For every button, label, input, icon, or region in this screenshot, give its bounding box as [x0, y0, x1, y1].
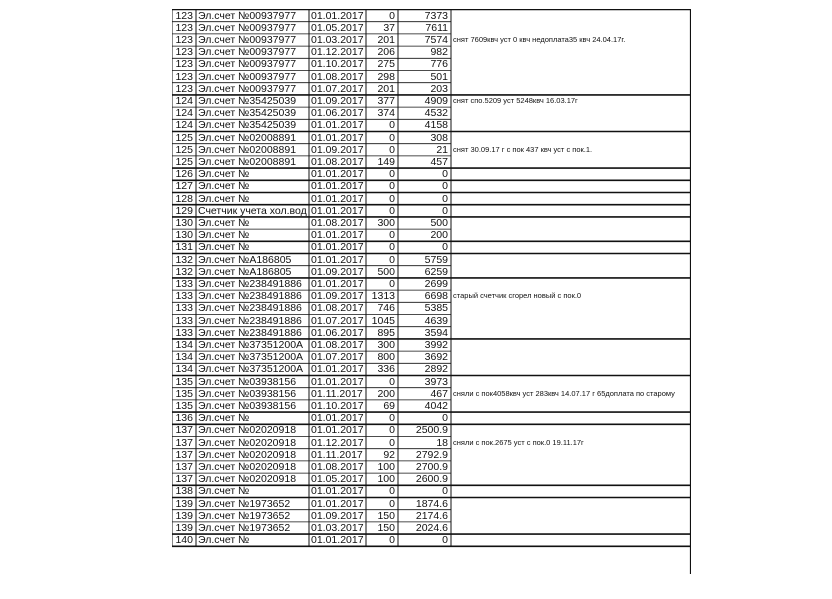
- table-row: [172, 449, 691, 461]
- cell-name: Эл.счет №02008891: [198, 131, 297, 144]
- table-row: [172, 168, 691, 180]
- cell-v2: 3992: [424, 338, 448, 351]
- cell-v1: 0: [389, 412, 395, 425]
- cell-name: Эл.счет №02008891: [198, 143, 297, 156]
- cell-v2: 18: [436, 436, 448, 449]
- cell-v1: 374: [377, 107, 395, 120]
- cell-v1: 92: [383, 448, 395, 461]
- cell-num: 135: [175, 399, 193, 412]
- cell-name: Эл.счет №А186805: [198, 265, 292, 278]
- cell-num: 134: [175, 338, 193, 351]
- cell-v2: 0: [442, 168, 448, 181]
- cell-num: 123: [175, 21, 193, 34]
- cell-num: 123: [175, 58, 193, 71]
- cell-v2: 0: [442, 192, 448, 205]
- cell-note: снят 7609квч уст 0 квч недоплата35 квч 24.04.17г.: [453, 34, 626, 44]
- cell-num: 129: [175, 204, 193, 217]
- cell-v2: 7611: [425, 21, 448, 34]
- cell-date: 01.01.2017: [311, 229, 364, 242]
- cell-v2: 0: [442, 204, 448, 217]
- cell-num: 125: [175, 131, 193, 144]
- cell-num: 133: [175, 314, 193, 327]
- cell-name: Эл.счет №02020918: [198, 448, 297, 461]
- cell-date: 01.01.2017: [311, 497, 364, 510]
- cell-num: 132: [175, 253, 193, 266]
- table-row: [172, 107, 691, 119]
- cell-name: Эл.счет №: [198, 192, 250, 205]
- cell-v1: 0: [389, 253, 395, 266]
- cell-v2: 4639: [424, 314, 448, 327]
- table-row: [172, 95, 691, 107]
- cell-date: 01.09.2017: [311, 509, 364, 522]
- cell-num: 133: [175, 277, 193, 290]
- cell-date: 01.01.2017: [311, 412, 364, 425]
- cell-v1: 149: [377, 155, 395, 168]
- cell-name: Эл.счет №: [198, 180, 250, 193]
- cell-num: 137: [175, 436, 193, 449]
- cell-v2: 308: [430, 131, 448, 144]
- cell-v1: 0: [389, 131, 395, 144]
- cell-num: 131: [175, 241, 193, 254]
- cell-date: 01.01.2017: [311, 485, 364, 498]
- cell-name: Эл.счет №02020918: [198, 424, 297, 437]
- cell-v1: 746: [377, 302, 395, 315]
- cell-num: 137: [175, 460, 193, 473]
- cell-v2: 0: [442, 485, 448, 498]
- cell-date: 01.01.2017: [311, 119, 364, 132]
- cell-date: 01.08.2017: [311, 155, 364, 168]
- cell-name: Эл.счет №00937977: [198, 46, 297, 59]
- table-row: [172, 510, 691, 522]
- cell-num: 124: [175, 94, 193, 107]
- table-row: [172, 193, 691, 205]
- cell-v1: 201: [377, 82, 395, 95]
- cell-v1: 0: [389, 180, 395, 193]
- table-row: [172, 376, 691, 388]
- cell-v2: 6259: [424, 265, 448, 278]
- cell-v1: 0: [389, 277, 395, 290]
- cell-v2: 7373: [424, 9, 448, 22]
- table-row: [172, 290, 691, 302]
- cell-v2: 4532: [424, 107, 448, 120]
- cell-v2: 7574: [424, 33, 448, 46]
- cell-date: 01.12.2017: [311, 436, 364, 449]
- table-row: [172, 83, 691, 95]
- table-row: [172, 473, 691, 485]
- cell-v1: 0: [389, 485, 395, 498]
- cell-date: 01.07.2017: [311, 351, 364, 364]
- table-row: [172, 22, 691, 34]
- cell-v2: 0: [442, 241, 448, 254]
- cell-v1: 69: [383, 399, 395, 412]
- table-row: [172, 180, 691, 192]
- table-row: [172, 400, 691, 412]
- cell-date: 01.08.2017: [311, 216, 364, 229]
- cell-date: 01.03.2017: [311, 521, 364, 534]
- cell-v2: 982: [430, 46, 448, 59]
- cell-date: 01.01.2017: [311, 375, 364, 388]
- cell-v2: 4158: [424, 119, 448, 132]
- cell-name: Эл.счет №238491886: [198, 302, 302, 315]
- cell-num: 134: [175, 363, 193, 376]
- cell-date: 01.01.2017: [311, 131, 364, 144]
- cell-v2: 500: [430, 216, 448, 229]
- cell-name: Эл.счет №1973652: [198, 521, 291, 534]
- cell-name: Эл.счет №02020918: [198, 473, 297, 486]
- cell-date: 01.01.2017: [311, 534, 364, 547]
- cell-v1: 336: [377, 363, 395, 376]
- cell-note: сняли с пок.2675 уст с пок.0 19.11.17г: [453, 437, 584, 447]
- cell-date: 01.05.2017: [311, 473, 364, 486]
- cell-num: 128: [175, 192, 193, 205]
- cell-num: 139: [175, 509, 193, 522]
- cell-v2: 5385: [424, 302, 448, 315]
- cell-v1: 200: [377, 387, 395, 400]
- cell-name: Эл.счет №238491886: [198, 277, 302, 290]
- cell-num: 138: [175, 485, 193, 498]
- cell-date: 01.06.2017: [311, 107, 364, 120]
- cell-date: 01.01.2017: [311, 168, 364, 181]
- table-row: [172, 217, 691, 229]
- cell-v1: 201: [377, 33, 395, 46]
- cell-name: Эл.счет №: [198, 534, 250, 547]
- cell-v1: 0: [389, 241, 395, 254]
- cell-num: 135: [175, 375, 193, 388]
- cell-name: Эл.счет №: [198, 241, 250, 254]
- cell-v1: 0: [389, 424, 395, 437]
- table-row: [172, 144, 691, 156]
- cell-date: 01.06.2017: [311, 326, 364, 339]
- cell-v2: 2600.9: [415, 473, 448, 486]
- cell-num: 130: [175, 216, 193, 229]
- cell-num: 132: [175, 265, 193, 278]
- cell-date: 01.01.2017: [311, 253, 364, 266]
- cell-v1: 500: [377, 265, 395, 278]
- table-row: [172, 241, 691, 253]
- cell-num: 140: [175, 534, 193, 547]
- table-row: [172, 388, 691, 400]
- table-row: [172, 315, 691, 327]
- cell-note: сняли с пок4058квч уст 283квч 14.07.17 г 65доплата по старому: [453, 388, 675, 398]
- cell-v1: 377: [377, 94, 395, 107]
- cell-date: 01.09.2017: [311, 290, 364, 303]
- table-row: [172, 119, 691, 131]
- cell-name: Эл.счет №1973652: [198, 497, 291, 510]
- cell-date: 01.07.2017: [311, 82, 364, 95]
- cell-date: 01.12.2017: [311, 46, 364, 59]
- cell-num: 125: [175, 155, 193, 168]
- cell-v2: 2892: [424, 363, 448, 376]
- cell-note: снят 30.09.17 г с пок 437 квч уст с пок.1.: [453, 144, 593, 154]
- cell-num: 126: [175, 168, 193, 181]
- cell-date: 01.10.2017: [311, 58, 364, 71]
- table-row: [172, 412, 691, 424]
- table-row: [172, 10, 691, 22]
- cell-name: Эл.счет №238491886: [198, 326, 302, 339]
- cell-num: 133: [175, 290, 193, 303]
- table-row: [172, 156, 691, 168]
- table-row: [172, 461, 691, 473]
- cell-v2: 2500.9: [415, 424, 448, 437]
- cell-date: 01.08.2017: [311, 302, 364, 315]
- cell-note: старый счетчик сгорел новый с пок.0: [453, 291, 582, 301]
- cell-v1: 0: [389, 229, 395, 242]
- cell-v1: 0: [389, 534, 395, 547]
- cell-name: Эл.счет №238491886: [198, 314, 302, 327]
- cell-v1: 150: [377, 521, 395, 534]
- cell-v1: 0: [389, 375, 395, 388]
- cell-date: 01.01.2017: [311, 9, 364, 22]
- cell-name: Эл.счет №03938156: [198, 375, 297, 388]
- cell-date: 01.08.2017: [311, 70, 364, 83]
- cell-name: Эл.счет №А186805: [198, 253, 292, 266]
- cell-name: Счетчик учета хол.вод: [198, 204, 307, 217]
- cell-name: Эл.счет №37351200А: [198, 338, 304, 351]
- cell-v1: 100: [377, 460, 395, 473]
- cell-date: 01.09.2017: [311, 265, 364, 278]
- table-row: [172, 34, 691, 46]
- table-row: [172, 71, 691, 83]
- cell-date: 01.07.2017: [311, 314, 364, 327]
- cell-date: 01.11.2017: [311, 448, 363, 461]
- cell-v1: 0: [389, 143, 395, 156]
- table-row: [172, 266, 691, 278]
- cell-v2: 4909: [424, 94, 448, 107]
- cell-name: Эл.счет №02008891: [198, 155, 297, 168]
- cell-date: 01.05.2017: [311, 21, 364, 34]
- cell-v2: 2174.6: [415, 509, 448, 522]
- cell-date: 01.01.2017: [311, 180, 364, 193]
- cell-date: 01.01.2017: [311, 192, 364, 205]
- cell-num: 123: [175, 33, 193, 46]
- cell-v1: 0: [389, 119, 395, 132]
- cell-date: 01.11.2017: [311, 387, 363, 400]
- cell-v2: 2792.9: [415, 448, 448, 461]
- cell-name: Эл.счет №00937977: [198, 70, 297, 83]
- cell-num: 124: [175, 119, 193, 132]
- table-row: [172, 254, 691, 266]
- cell-v2: 0: [442, 180, 448, 193]
- cell-date: 01.09.2017: [311, 143, 364, 156]
- table-row: [172, 351, 691, 363]
- cell-name: Эл.счет №: [198, 485, 250, 498]
- cell-v2: 467: [430, 387, 448, 400]
- cell-v1: 100: [377, 473, 395, 486]
- cell-num: 137: [175, 448, 193, 461]
- cell-v2: 3973: [424, 375, 448, 388]
- cell-v2: 1874.6: [415, 497, 448, 510]
- table-row: [172, 339, 691, 351]
- cell-num: 136: [175, 412, 193, 425]
- cell-name: Эл.счет №: [198, 229, 250, 242]
- cell-date: 01.09.2017: [311, 94, 364, 107]
- cell-v1: 300: [377, 216, 395, 229]
- cell-num: 139: [175, 497, 193, 510]
- cell-name: Эл.счет №00937977: [198, 58, 297, 71]
- cell-num: 134: [175, 351, 193, 364]
- cell-num: 123: [175, 70, 193, 83]
- cell-num: 135: [175, 387, 193, 400]
- cell-v1: 298: [377, 70, 395, 83]
- cell-name: Эл.счет №1973652: [198, 509, 291, 522]
- cell-date: 01.01.2017: [311, 204, 364, 217]
- cell-v1: 0: [389, 9, 395, 22]
- table-row: [172, 132, 691, 144]
- cell-v2: 776: [430, 58, 448, 71]
- cell-name: Эл.счет №00937977: [198, 33, 297, 46]
- table-row: [172, 424, 691, 436]
- table-row: [172, 205, 691, 217]
- cell-v2: 2024.6: [415, 521, 448, 534]
- cell-date: 01.03.2017: [311, 33, 364, 46]
- cell-v2: 3692: [424, 351, 448, 364]
- table-row: [172, 46, 691, 58]
- cell-v1: 37: [383, 21, 395, 34]
- cell-name: Эл.счет №02020918: [198, 460, 297, 473]
- cell-num: 125: [175, 143, 193, 156]
- cell-v1: 800: [377, 351, 395, 364]
- cell-date: 01.01.2017: [311, 241, 364, 254]
- table-row: [172, 522, 691, 534]
- cell-v2: 2699: [424, 277, 448, 290]
- cell-v1: 0: [389, 204, 395, 217]
- cell-name: Эл.счет №35425039: [198, 107, 297, 120]
- cell-v2: 200: [430, 229, 448, 242]
- table-row: [172, 437, 691, 449]
- cell-note: снят спо.5209 уст 5248квч 16.03.17г: [453, 95, 578, 105]
- cell-num: 130: [175, 229, 193, 242]
- cell-name: Эл.счет №37351200А: [198, 363, 304, 376]
- cell-name: Эл.счет №: [198, 412, 250, 425]
- cell-v2: 203: [430, 82, 448, 95]
- cell-v1: 1313: [371, 290, 395, 303]
- cell-num: 127: [175, 180, 193, 193]
- cell-num: 137: [175, 473, 193, 486]
- cell-name: Эл.счет №00937977: [198, 21, 297, 34]
- cell-name: Эл.счет №37351200А: [198, 351, 304, 364]
- cell-v2: 5759: [424, 253, 448, 266]
- cell-v2: 0: [442, 534, 448, 547]
- cell-v1: 895: [377, 326, 395, 339]
- cell-date: 01.10.2017: [311, 399, 364, 412]
- cell-date: 01.01.2017: [311, 363, 364, 376]
- cell-date: 01.08.2017: [311, 338, 364, 351]
- cell-v2: 4042: [424, 399, 448, 412]
- table-row: [172, 229, 691, 241]
- cell-name: Эл.счет №02020918: [198, 436, 297, 449]
- cell-v1: 0: [389, 192, 395, 205]
- cell-date: 01.01.2017: [311, 424, 364, 437]
- cell-name: Эл.счет №: [198, 216, 250, 229]
- cell-date: 01.01.2017: [311, 277, 364, 290]
- cell-v1: 150: [377, 509, 395, 522]
- cell-num: 139: [175, 521, 193, 534]
- cell-v1: 206: [377, 46, 395, 59]
- cell-v1: 0: [389, 168, 395, 181]
- table-row: [172, 534, 691, 546]
- cell-v1: 300: [377, 338, 395, 351]
- cell-num: 133: [175, 302, 193, 315]
- cell-name: Эл.счет №35425039: [198, 119, 297, 132]
- cell-name: Эл.счет №00937977: [198, 9, 297, 22]
- table-row: [172, 302, 691, 314]
- cell-v2: 0: [442, 412, 448, 425]
- cell-v1: 275: [377, 58, 395, 71]
- cell-name: Эл.счет №03938156: [198, 387, 297, 400]
- table-row: [172, 485, 691, 497]
- cell-num: 123: [175, 82, 193, 95]
- cell-date: 01.08.2017: [311, 460, 364, 473]
- meter-reading-sheet: [172, 9, 691, 574]
- cell-v1: 1045: [371, 314, 395, 327]
- cell-name: Эл.счет №03938156: [198, 399, 297, 412]
- cell-num: 123: [175, 9, 193, 22]
- cell-v2: 501: [430, 70, 448, 83]
- cell-name: Эл.счет №35425039: [198, 94, 297, 107]
- table-row: [172, 498, 691, 510]
- cell-v2: 21: [436, 143, 448, 156]
- cell-num: 123: [175, 46, 193, 59]
- table-row: [172, 327, 691, 339]
- cell-name: Эл.счет №: [198, 168, 250, 181]
- cell-num: 137: [175, 424, 193, 437]
- cell-v1: 0: [389, 436, 395, 449]
- cell-v2: 6698: [424, 290, 448, 303]
- cell-name: Эл.счет №238491886: [198, 290, 302, 303]
- cell-v2: 3594: [424, 326, 448, 339]
- cell-name: Эл.счет №00937977: [198, 82, 297, 95]
- cell-v2: 457: [430, 155, 448, 168]
- cell-num: 133: [175, 326, 193, 339]
- table-row: [172, 58, 691, 70]
- cell-v1: 0: [389, 497, 395, 510]
- cell-v2: 2700.9: [415, 460, 448, 473]
- cell-num: 124: [175, 107, 193, 120]
- table-row: [172, 363, 691, 375]
- table-row: [172, 278, 691, 290]
